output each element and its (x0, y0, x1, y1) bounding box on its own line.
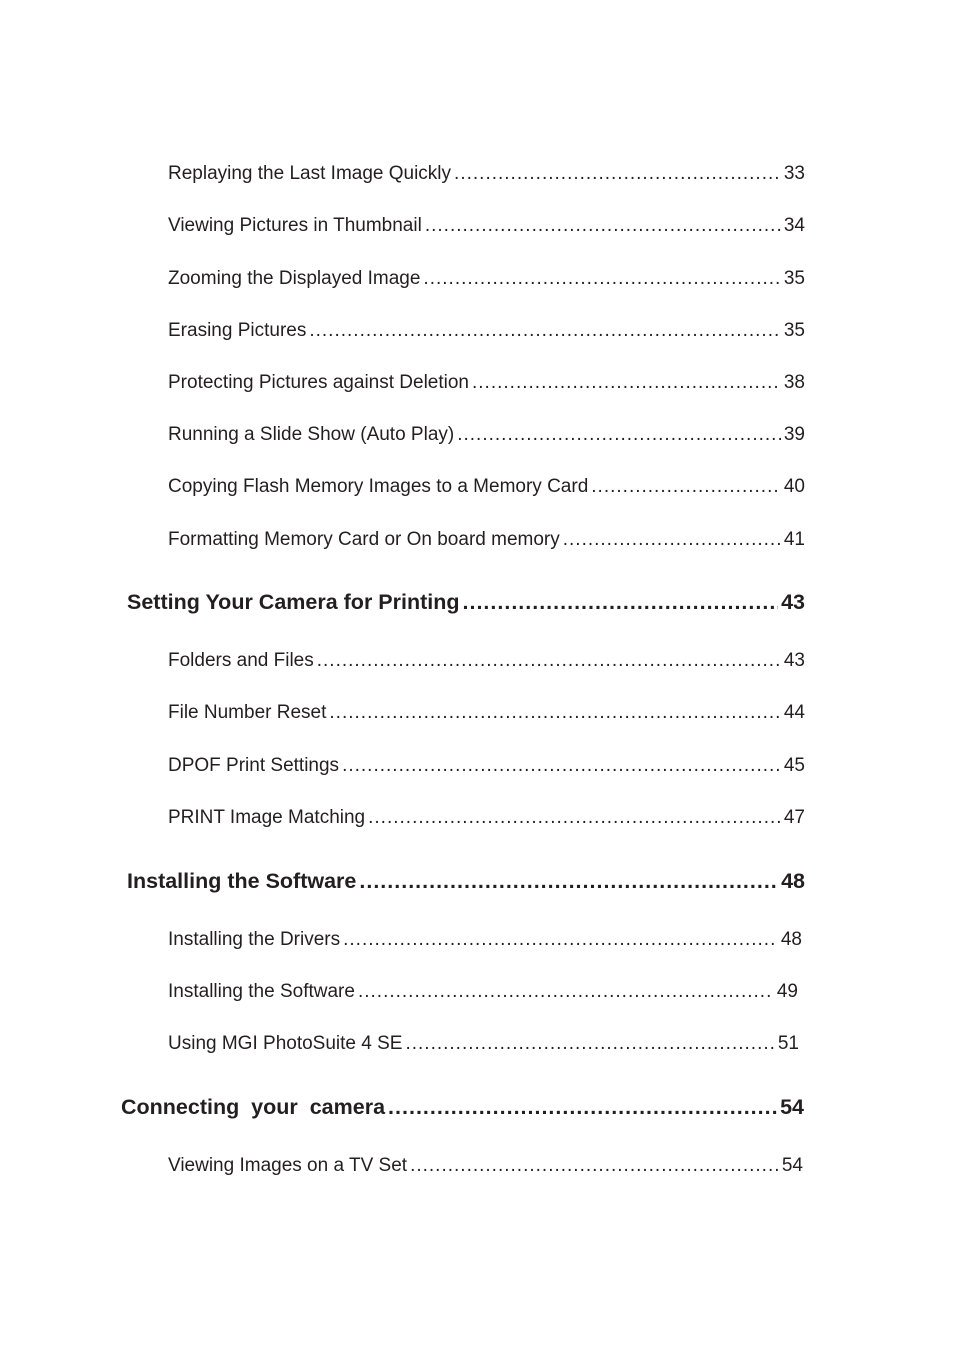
dot-leader (358, 981, 774, 1003)
toc-entry-print-image-matching[interactable] (168, 807, 805, 829)
toc-entry-label: Protecting Pictures against Deletion (168, 372, 469, 393)
toc-section-installing-software[interactable] (127, 869, 805, 894)
toc-entry-label: Folders and Files (168, 650, 314, 671)
dot-leader (563, 529, 781, 551)
dot-leader (410, 1155, 779, 1177)
toc-entry-page: 34 (783, 215, 805, 236)
toc-entry-mgi-photosuite[interactable] (168, 1033, 799, 1055)
toc-entry-label: Viewing Pictures in Thumbnail (168, 215, 422, 236)
dot-leader (343, 929, 778, 951)
toc-entry-viewing-thumbnail[interactable] (168, 215, 805, 237)
toc-entry-installing-software[interactable] (168, 981, 798, 1003)
toc-section-printing[interactable] (127, 590, 805, 615)
toc-entry-dpof-print[interactable] (168, 755, 805, 777)
toc-section-connecting-camera[interactable] (121, 1095, 804, 1120)
dot-leader (463, 590, 779, 615)
dot-leader (359, 869, 778, 894)
toc-entry-slide-show[interactable] (168, 424, 805, 446)
toc-entry-label: Running a Slide Show (Auto Play) (168, 424, 455, 445)
toc-entry-page: 41 (783, 529, 805, 550)
toc-entry-label: PRINT Image Matching (168, 807, 366, 828)
toc-section-page: 54 (780, 1095, 804, 1119)
dot-leader (425, 215, 781, 237)
toc-entry-page: 49 (776, 981, 798, 1002)
toc-section-label: Connecting your camera (121, 1095, 386, 1119)
dot-leader (329, 702, 780, 724)
dot-leader (472, 372, 781, 394)
toc-entry-page: 35 (783, 320, 805, 341)
toc-entry-installing-drivers[interactable] (168, 929, 802, 951)
toc-entry-label: Zooming the Displayed Image (168, 268, 421, 289)
toc-entry-page: 35 (783, 268, 805, 289)
toc-entry-label: File Number Reset (168, 702, 327, 723)
dot-leader (388, 1095, 777, 1120)
toc-section-label: Setting Your Camera for Printing (127, 590, 460, 614)
toc-entry-label: Using MGI PhotoSuite 4 SE (168, 1033, 403, 1054)
toc-entry-page: 54 (781, 1155, 803, 1176)
toc-entry-formatting-memory[interactable] (168, 529, 805, 551)
toc-section-page: 43 (781, 590, 805, 614)
toc-entry-page: 44 (783, 702, 805, 723)
toc-entry-label: DPOF Print Settings (168, 755, 340, 776)
toc-entry-file-number-reset[interactable] (168, 702, 805, 724)
toc-entry-viewing-tv-set[interactable] (168, 1155, 803, 1177)
dot-leader (423, 268, 780, 290)
toc-entry-label: Formatting Memory Card or On board memory (168, 529, 560, 550)
toc-entry-page: 51 (777, 1033, 799, 1054)
dot-leader (368, 807, 781, 829)
toc-entry-page: 38 (783, 372, 805, 393)
toc-section-page: 48 (781, 869, 805, 893)
toc-entry-label: Viewing Images on a TV Set (168, 1155, 408, 1176)
dot-leader (454, 163, 781, 185)
toc-entry-replaying-last-image[interactable] (168, 163, 805, 185)
toc-entry-label: Erasing Pictures (168, 320, 307, 341)
toc-entry-erasing-pictures[interactable] (168, 320, 805, 342)
toc-section-label: Installing the Software (127, 869, 357, 893)
toc-entry-page: 48 (780, 929, 802, 950)
toc-entry-label: Installing the Drivers (168, 929, 341, 950)
toc-entry-folders-files[interactable] (168, 650, 805, 672)
toc-entry-label: Installing the Software (168, 981, 355, 1002)
dot-leader (405, 1033, 774, 1055)
toc-entry-page: 47 (783, 807, 805, 828)
toc-entry-label: Copying Flash Memory Images to a Memory Card (168, 476, 589, 497)
dot-leader (309, 320, 781, 342)
toc-entry-protecting-pictures[interactable] (168, 372, 805, 394)
dot-leader (317, 650, 781, 672)
toc-entry-page: 43 (783, 650, 805, 671)
dot-leader (342, 755, 781, 777)
toc-entry-page: 39 (783, 424, 805, 445)
toc-entry-page: 45 (783, 755, 805, 776)
toc-entry-page: 40 (783, 476, 805, 497)
toc-entry-copying-flash-memory[interactable] (168, 476, 805, 498)
toc-entry-zooming-image[interactable] (168, 268, 805, 290)
toc-entry-page: 33 (783, 163, 805, 184)
dot-leader (591, 476, 781, 498)
dot-leader (457, 424, 781, 446)
toc-entry-label: Replaying the Last Image Quickly (168, 163, 452, 184)
